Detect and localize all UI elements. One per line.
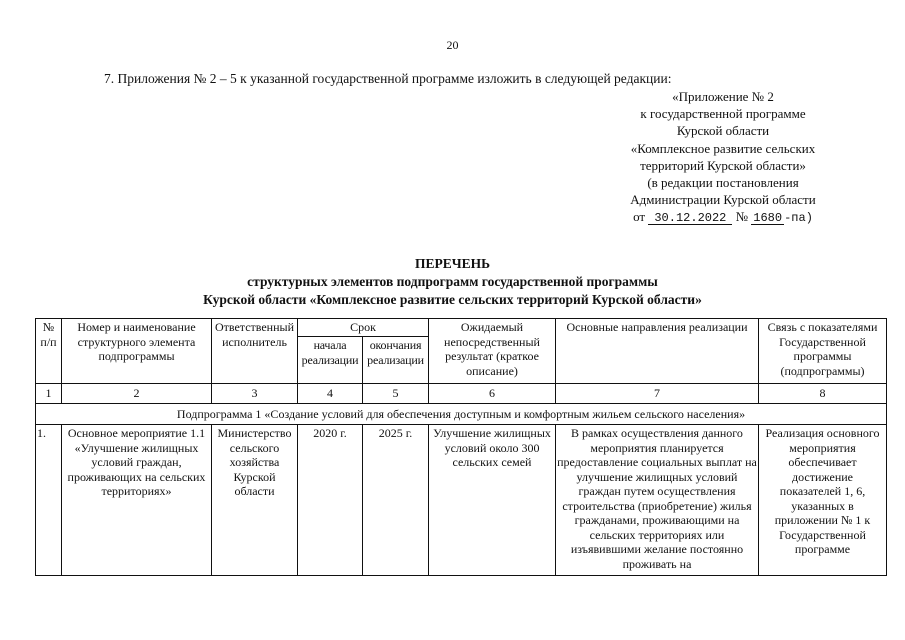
number-prefix: № — [735, 209, 749, 225]
subprogram-title: Подпрограмма 1 «Создание условий для обеспечения доступным и комфортным жильем сельского населения» — [36, 404, 887, 425]
document-title — [0, 255, 905, 309]
appendix-heading — [600, 88, 846, 228]
header-link: Связь с показателями Государственной программы (подпрограммы) — [759, 319, 887, 384]
header-name: Номер и наименование структурного элемента подпрограммы — [62, 319, 212, 384]
row-end: 2025 г. — [363, 425, 429, 576]
row-start: 2020 г. — [298, 425, 363, 576]
header-responsible: Ответственный исполнитель — [212, 319, 298, 384]
resolution-date: 30.12.2022 — [648, 212, 732, 225]
title-line-1: ПЕРЕЧЕНЬ — [414, 256, 491, 271]
appendix-line: (в редакции постановления — [647, 175, 799, 191]
column-number: 2 — [62, 384, 212, 404]
date-prefix: от — [633, 209, 646, 225]
title-line-2: структурных элементов подпрограмм государственной программы — [247, 274, 658, 289]
column-number: 5 — [363, 384, 429, 404]
row-name: Основное мероприятие 1.1 «Улучшение жилищных условий граждан, проживающих на сельских территориях» — [62, 425, 212, 576]
appendix-line: к государственной программе — [640, 106, 806, 122]
header-term-start: начала реализации — [298, 337, 363, 384]
column-number: 3 — [212, 384, 298, 404]
header-term-end: окончания реализации — [363, 337, 429, 384]
structural-elements-table — [35, 318, 887, 576]
resolution-number-suffix: -па) — [784, 211, 813, 226]
header-result: Ожидаемый непосредственный результат (краткое описание) — [429, 319, 556, 384]
column-number: 7 — [556, 384, 759, 404]
subprogram-row — [36, 404, 887, 425]
column-number: 8 — [759, 384, 887, 404]
header-row — [36, 319, 887, 337]
resolution-number: 1680 — [753, 211, 783, 226]
row-responsible: Министерство сельского хозяйства Курской области — [212, 425, 298, 576]
appendix-line: Курской области — [676, 123, 770, 139]
column-number: 6 — [429, 384, 556, 404]
header-term: Срок — [298, 319, 429, 337]
row-num: 1. — [36, 425, 62, 576]
title-line-3: Курской области «Комплексное развитие сельских территорий Курской области» — [203, 292, 702, 307]
table-row — [36, 425, 887, 576]
appendix-date-line — [600, 208, 846, 227]
appendix-line: «Комплексное развитие сельских — [630, 140, 816, 156]
appendix-line: Администрации Курской области — [630, 192, 816, 208]
row-link: Реализация основного мероприятия обеспечивает достижение показателей 1, 6, указанных в приложении № 1 к Государственной программе — [759, 425, 887, 576]
column-number: 4 — [298, 384, 363, 404]
header-num: № п/п — [36, 319, 62, 384]
header-directions: Основные направления реализации — [556, 319, 759, 384]
appendix-line: «Приложение № 2 — [672, 89, 774, 104]
page-number: 20 — [446, 38, 459, 52]
row-directions: В рамках осуществления данного мероприятия планируется предоставление социальных выплат на улучшение жилищных условий граждан путем осуществления строительства (приобретение) жилья гражданами, проживающими на сельских территориях или изъявившими желание постоянно проживать на — [556, 425, 759, 576]
appendix-line: территорий Курской области» — [640, 157, 806, 173]
column-number: 1 — [36, 384, 62, 404]
row-result: Улучшение жилищных условий около 300 сельских семей — [429, 425, 556, 576]
intro-paragraph: 7. Приложения № 2 – 5 к указанной государственной программе изложить в следующей редакции: — [104, 71, 672, 86]
column-numbers-row — [36, 384, 887, 404]
